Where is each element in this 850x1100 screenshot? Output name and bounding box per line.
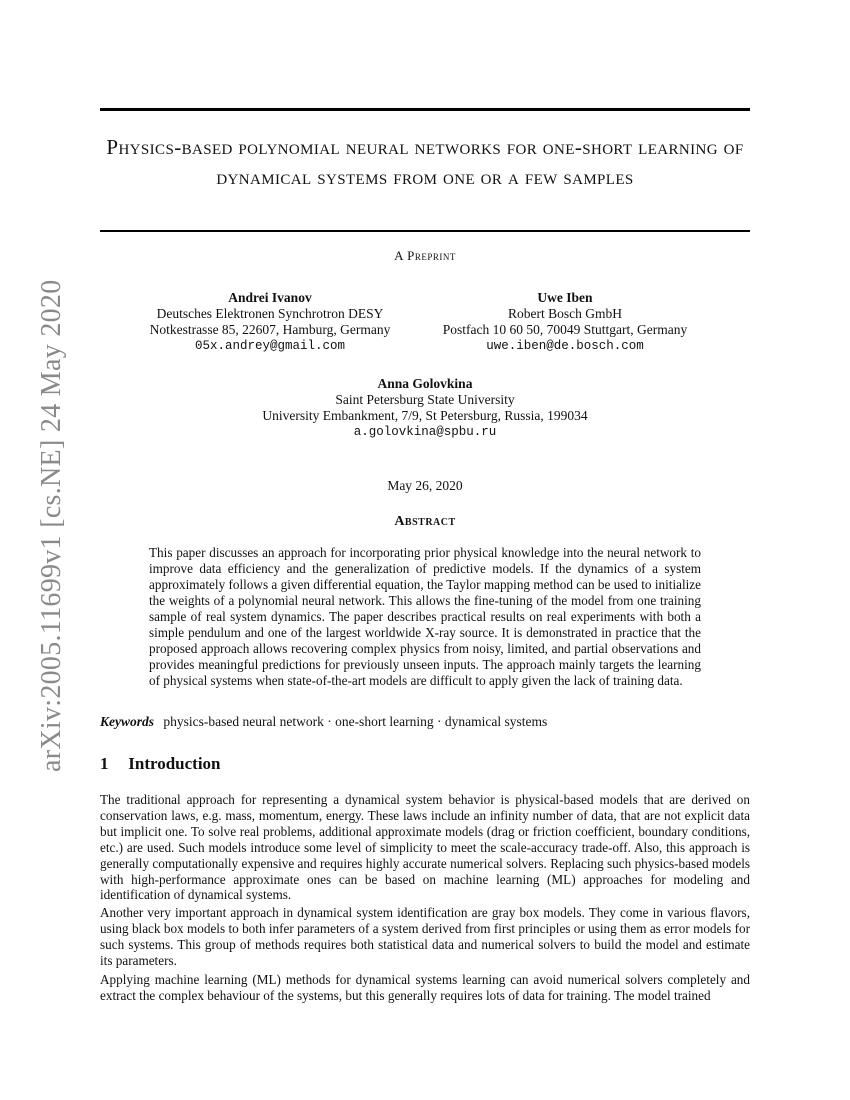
body-paragraph: The traditional approach for representing a dynamical system behavior is physical-based models that are derived on conservation laws, e.g. mass, momentum, energy. These laws include an infinity number of data, that are not explicit data but implicit one. To solve real problems, additional approximate models (drag or friction coefficient, boundary conditions, etc.) are used. Such models introduce some level of simplicity to meet the scale-accuracy trade-off. Also, this approach is generally computationally expensive and requires highly accurate numerical solvers. Replacing such physics-based models with high-performance approximate ones can be based on machine learning (ML) approaches for modeling and identification of dynamical systems. <box>100 792 750 903</box>
author-email[interactable]: 05x.andrey@gmail.com <box>194 339 346 353</box>
section-number: 1 <box>100 754 109 773</box>
author-block <box>440 290 690 354</box>
title-top-rule <box>100 108 750 111</box>
author-email[interactable]: a.golovkina@spbu.ru <box>353 425 497 439</box>
author-name: Anna Golovkina <box>377 376 473 391</box>
section-heading <box>100 754 221 774</box>
body-paragraph: Another very important approach in dynamical system identification are gray box models. They come in various flavors, using black box models to both infer parameters of a system derived from first principles or using them as error models for such systems. This group of methods requires both statistical data and numerical solvers to build the model and estimate its parameters. <box>100 905 750 968</box>
author-affiliation: Deutsches Elektronen Synchrotron DESY <box>156 306 384 321</box>
publication-date: May 26, 2020 <box>387 478 463 493</box>
author-affiliation: Robert Bosch GmbH <box>508 306 622 321</box>
abstract-heading: Abstract <box>394 514 456 529</box>
body-paragraph: Applying machine learning (ML) methods for dynamical systems learning can avoid numerical solvers completely and extract the complex behaviour of the systems, but this generally requires lots of data for training. The model trained <box>100 972 750 1003</box>
author-address: Postfach 10 60 50, 70049 Stuttgart, Germany <box>442 322 688 337</box>
author-email[interactable]: uwe.iben@de.bosch.com <box>486 339 644 353</box>
keywords-list: physics-based neural network · one-short learning · dynamical systems <box>163 714 548 729</box>
abstract-text: This paper discusses an approach for incorporating prior physical knowledge into the neural network to improve data efficiency and the generalization of predictive models. If the dynamics of a system approximately follows a given differential equation, the Taylor mapping method can be used to initialize the weights of a polynomial neural network. This allows the fine-tuning of the model from one training sample of real system dynamics. The paper describes practical results on real experiments with both a simple pendulum and one of the largest worldwide X-ray source. It is demonstrated in practice that the proposed approach allows recovering complex physics from noisy, limited, and partial observations and provides meaningful predictions for previously unseen inputs. The approach mainly targets the learning of physical systems when state-of-the-art models are difficult to apply given the lack of training data. <box>149 545 701 688</box>
author-affiliation: Saint Petersburg State University <box>335 392 515 407</box>
keywords-label: Keywords <box>100 714 154 729</box>
author-address: Notkestrasse 85, 22607, Hamburg, Germany <box>149 322 391 337</box>
paper-title: Physics-based polynomial neural networks for one-short learning of dynamical systems from one or a few samples <box>106 135 744 189</box>
author-block <box>130 290 410 354</box>
author-name: Uwe Iben <box>537 290 593 305</box>
author-address: University Embankment, 7/9, St Petersburg, Russia, 199034 <box>262 408 588 423</box>
section-title: Introduction <box>128 754 221 773</box>
keywords-line <box>100 714 750 730</box>
author-block <box>225 376 625 440</box>
arxiv-id-text: arXiv:2005.11699v1 [cs.NE] 24 May 2020 <box>36 279 67 772</box>
author-name: Andrei Ivanov <box>228 290 312 305</box>
title-bottom-rule <box>100 230 750 232</box>
arxiv-side-identifier <box>0 0 67 1100</box>
preprint-label: A Preprint <box>394 248 456 263</box>
